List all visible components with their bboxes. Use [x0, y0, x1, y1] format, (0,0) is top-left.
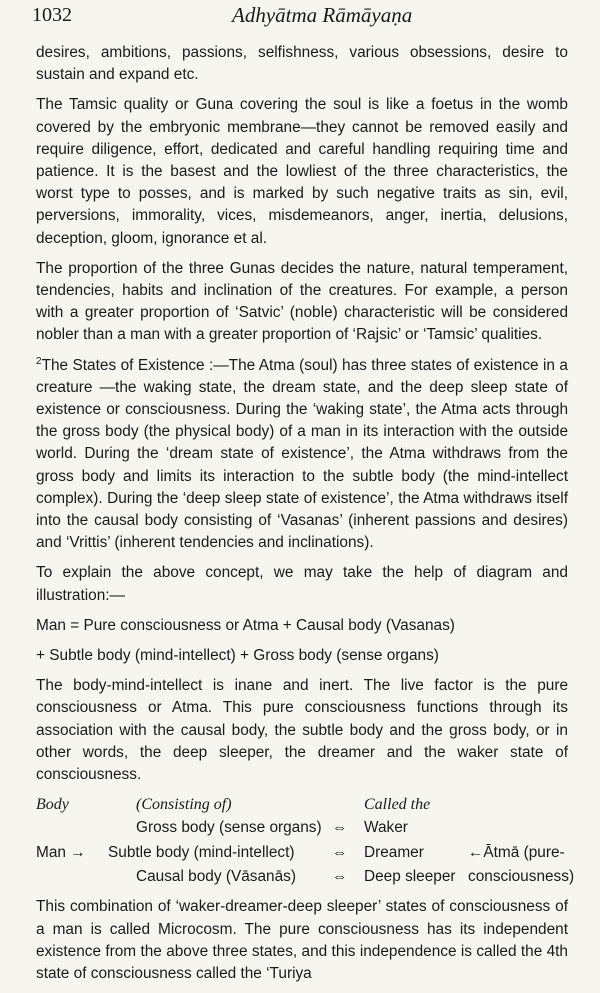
- row-man: Man →: [36, 844, 86, 862]
- table-head-consisting: (Consisting of): [136, 796, 232, 814]
- states-table: [36, 794, 575, 890]
- formula-line: Man = Pure consciousness or Atma + Causal body (Vasanas): [36, 616, 455, 634]
- consciousness-label: consciousness): [468, 868, 575, 886]
- paragraph: desires, ambitions, passions, selfishness, various obsessions, desire to sustain and expand etc.: [36, 44, 568, 84]
- row-waker: Waker: [364, 819, 408, 837]
- row-deep-sleeper: Deep sleeper: [364, 868, 456, 886]
- paragraph: To explain the above concept, we may take the help of diagram and illustration:—: [36, 564, 568, 604]
- row-dreamer: Dreamer: [364, 844, 424, 862]
- row-causal: Causal body (Vāsanās): [136, 868, 296, 886]
- paragraph: The Tamsic quality or Guna covering the soul is like a foetus in the womb covered by the embryonic membrane—they cannot be removed easily and require diligence, effort, dedicated and careful handling requiring time and patience. It is the basest and the lowliest of the three characteristics, the worst type to posses, and is marked by such negative traits as sin, evil, perversions, immorality, vices, misdemeanors, anger, inertia, delusions, deception, gloom, ignorance et al.: [36, 96, 568, 247]
- equivalence-arrow-icon: ⇔: [332, 819, 348, 837]
- row-gross: Gross body (sense organs): [136, 819, 322, 837]
- page-header: [32, 0, 568, 30]
- page: [32, 0, 575, 982]
- equivalence-arrow-icon: ⇔: [332, 868, 348, 886]
- formula-line: + Subtle body (mind-intellect) + Gross body (sense organs): [36, 647, 439, 665]
- row-subtle: Subtle body (mind-intellect): [108, 844, 295, 862]
- atma-label: ←Ātmā (pure-: [468, 844, 565, 862]
- paragraph: The proportion of the three Gunas decides the nature, natural temperament, tendencies, habits and inclination of the creatures. For example, a person with a greater proportion of ‘Satvic’ (noble) characteristic will be considered nobler than a man with a greater proportion of ‘Rajsic’ or ‘Tamsic’ qualities.: [36, 259, 568, 344]
- table-head-body: Body: [36, 796, 69, 814]
- running-title: Adhyātma Rāmāyaṇa: [232, 3, 413, 27]
- paragraph: The body-mind-intellect is inane and inert. The live factor is the pure consciousness or Atma. This pure consciousness functions through its association with the causal body, the subtle body and the gross body, or in other words, the deep sleeper, the dreamer and the waker state of consciousness.: [36, 677, 568, 784]
- paragraph-text: The States of Existence :—The Atma (soul) has three states of existence in a creature —the waking state, the dream state, and the deep sleep state of existence or consciousness. During the ‘waking state’, the Atma acts through the gross body (the physical body) of a man in its interaction with the outside world. During the ‘dream state of existence’, the Atma withdraws from the gross body and limits its interaction to the subtle body (the mind-intellect complex). During the ‘deep sleep state of existence’, the Atma withdraws itself into the causal body consisting of ‘Vasanas’ (inherent passions and desires) and ‘Vrittis’ (inherent tendencies and inclinations).: [36, 356, 568, 552]
- equivalence-arrow-icon: ⇔: [332, 844, 348, 862]
- footnote-marker: 2: [36, 355, 42, 367]
- body-text: [36, 42, 575, 993]
- paragraph: This combination of ‘waker-dreamer-deep sleeper’ states of consciousness of a man is called Microcosm. The pure consciousness has its independent existence from the above three states, and this independence is called the 4th state of consciousness called the ‘Turiya: [36, 898, 568, 982]
- table-head-called: Called the: [364, 796, 431, 814]
- page-number: 1032: [32, 4, 72, 26]
- paragraph-states-of-existence: [36, 355, 568, 555]
